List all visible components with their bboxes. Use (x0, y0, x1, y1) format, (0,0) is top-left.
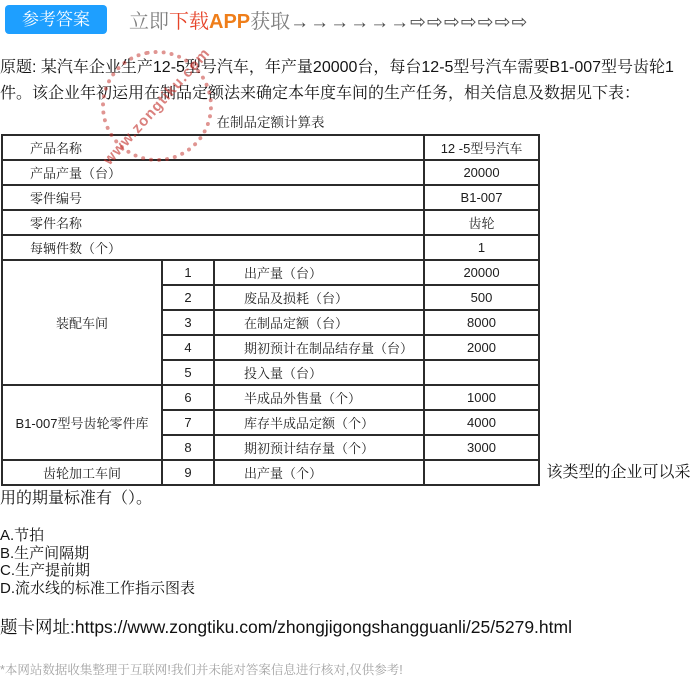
table-cell: 齿轮 (424, 210, 539, 235)
promo-text-gray2: 获取 (250, 11, 291, 33)
table-cell: 半成品外售量（个） (214, 385, 424, 410)
table-row (2, 235, 539, 260)
options-list (0, 527, 700, 597)
table-cell: 期初预计结存量（个） (214, 435, 424, 460)
option-c: C.生产提前期 (0, 562, 91, 579)
table-cell: 在制品定额（台） (214, 310, 424, 335)
table-row (2, 260, 539, 285)
table-cell: 4000 (424, 410, 539, 435)
question-card-url: 题卡网址:https://www.zongtiku.com/zhongjigongshangguanli/25/5279.html (0, 617, 572, 637)
table-cell: 1 (162, 260, 214, 285)
calc-table-body (2, 135, 539, 485)
question-intro-text: 原题: 某汽车企业生产12-5型号汽车，年产量20000台，每台12-5型号汽车需要B1-007型号齿轮1件。该企业年初运用在制品定额法来确定本年度车间的生产任务，相关信息及数据见下表： (0, 59, 674, 102)
table-cell: 1 (424, 235, 539, 260)
table-cell: 8 (162, 435, 214, 460)
promo-text-download: 下载 (169, 11, 209, 33)
table-row (2, 460, 539, 485)
table-cell: 产品名称 (2, 135, 424, 160)
table-cell: 20000 (424, 260, 539, 285)
table-cell: 20000 (424, 160, 539, 185)
table-cell: 每辆件数（个） (2, 235, 424, 260)
table-cell: 7 (162, 410, 214, 435)
option-a: A.节拍 (0, 527, 45, 544)
arrow-icons: →→→→→→⇨⇨⇨⇨⇨⇨⇨ (290, 12, 529, 33)
table-cell: 6 (162, 385, 214, 410)
promo-text-gray1: 立即 (129, 11, 169, 33)
table-row (2, 185, 539, 210)
table-title: 在制品定额计算表 (216, 115, 325, 130)
table-cell: B1-007型号齿轮零件库 (2, 385, 162, 460)
watermark-url-text: www.zongtiku.com (100, 44, 214, 168)
question-block (0, 55, 700, 512)
table-cell: 3 (162, 310, 214, 335)
table-cell (424, 360, 539, 385)
table-cell: 出产量（台） (214, 260, 424, 285)
table-cell (424, 460, 539, 485)
table-row (2, 160, 539, 185)
table-cell: 2 (162, 285, 214, 310)
option-d: D.流水线的标准工作指示图表 (0, 579, 196, 597)
table-cell: B1-007 (424, 185, 539, 210)
table-cell: 期初预计在制品结存量（台） (214, 335, 424, 360)
table-cell: 8000 (424, 310, 539, 335)
download-app-link[interactable] (129, 5, 529, 34)
table-cell: 库存半成品定额（个） (214, 410, 424, 435)
question-after-table-text: 该类型的企业可以采用的期量标准有（）。 (0, 464, 691, 507)
table-cell: 2000 (424, 335, 539, 360)
table-cell: 废品及损耗（台） (214, 285, 424, 310)
site-disclaimer: *本网站数据收集整理于互联网!我们并未能对答案信息进行核对,仅供参考! (0, 663, 403, 677)
table-cell: 3000 (424, 435, 539, 460)
promo-text-app: APP (209, 11, 251, 33)
table-cell: 5 (162, 360, 214, 385)
wip-quota-table (1, 134, 540, 486)
table-cell: 500 (424, 285, 539, 310)
table-cell: 齿轮加工车间 (2, 460, 162, 485)
option-b: B.生产间隔期 (0, 544, 90, 562)
table-cell: 4 (162, 335, 214, 360)
table-cell: 零件编号 (2, 185, 424, 210)
table-row (2, 385, 539, 410)
table-cell: 零件名称 (2, 210, 424, 235)
table-cell: 12 -5型号汽车 (424, 135, 539, 160)
table-row (2, 210, 539, 235)
table-cell: 投入量（台） (214, 360, 424, 385)
table-cell: 1000 (424, 385, 539, 410)
table-cell: 出产量（个） (214, 460, 424, 485)
worksheet-figure (1, 109, 540, 486)
table-row (2, 135, 539, 160)
table-cell: 9 (162, 460, 214, 485)
reference-answer-button[interactable]: 参考答案 (5, 5, 107, 34)
table-cell: 产品产量（台） (2, 160, 424, 185)
table-cell: 装配车间 (2, 260, 162, 385)
top-promo-bar (0, 0, 700, 34)
